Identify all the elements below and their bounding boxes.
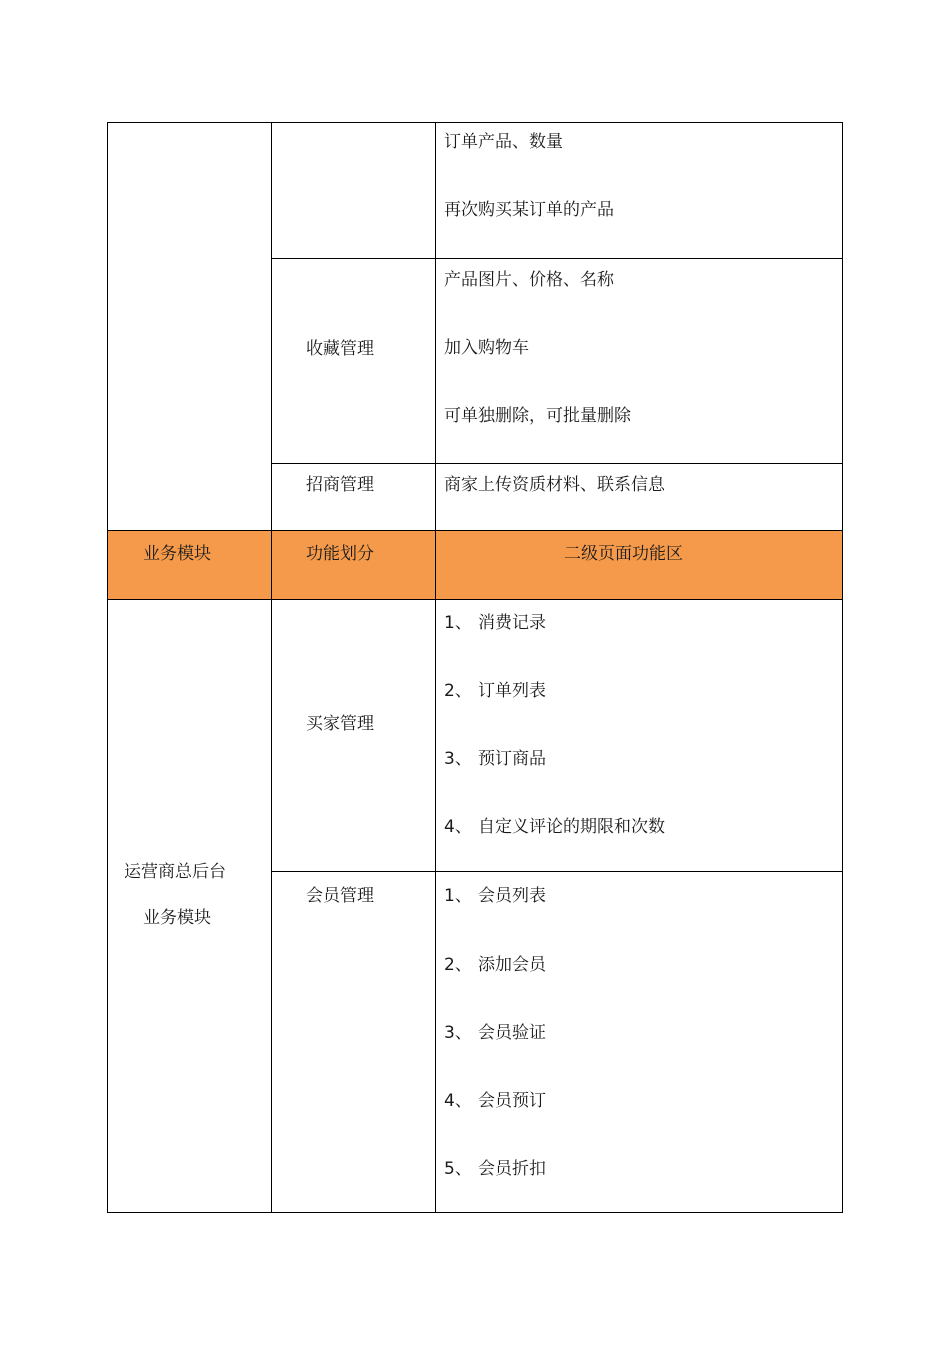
list-item xyxy=(444,680,546,702)
list-item-text: 会员预订 xyxy=(478,1091,546,1111)
list-item-text: 订单列表 xyxy=(478,681,546,701)
table-cell-item: 再次购买某订单的产品 xyxy=(444,200,614,220)
list-item xyxy=(444,748,546,770)
row-divider xyxy=(107,530,843,531)
list-item-text: 自定义评论的期限和次数 xyxy=(478,817,665,837)
list-item-text: 会员验证 xyxy=(478,1023,546,1043)
row-divider xyxy=(107,599,843,600)
table-border-right xyxy=(842,122,843,1213)
table-cell-item: 订单产品、数量 xyxy=(444,132,563,152)
header-module: 业务模块 xyxy=(143,544,211,564)
list-item-number: 2、 xyxy=(444,681,472,701)
row-divider xyxy=(271,258,843,259)
list-item-number: 3、 xyxy=(444,1023,472,1043)
table-cell-item: 可单独删除，可批量删除 xyxy=(444,406,631,426)
function-cell: 买家管理 xyxy=(306,714,374,734)
function-cell: 收藏管理 xyxy=(306,339,374,359)
table-border-bottom xyxy=(107,1212,843,1213)
list-item xyxy=(444,1022,546,1044)
list-item xyxy=(444,816,665,838)
list-item xyxy=(444,1158,546,1180)
list-item-text: 添加会员 xyxy=(478,955,546,975)
row-divider xyxy=(271,463,843,464)
list-item-number: 1、 xyxy=(444,613,472,633)
table-border-left xyxy=(107,122,108,1213)
list-item xyxy=(444,1090,546,1112)
table-cell-item: 加入购物车 xyxy=(444,338,529,358)
list-item-number: 4、 xyxy=(444,817,472,837)
list-item-number: 3、 xyxy=(444,749,472,769)
module-cell-line1: 运营商总后台 xyxy=(124,862,226,882)
function-cell: 招商管理 xyxy=(306,475,374,495)
list-item-text: 消费记录 xyxy=(478,613,546,633)
list-item-number: 1、 xyxy=(444,886,472,906)
list-item-number: 2、 xyxy=(444,955,472,975)
list-item-text: 会员列表 xyxy=(478,886,546,906)
list-item-text: 会员折扣 xyxy=(478,1159,546,1179)
list-item xyxy=(444,612,546,634)
list-item-number: 5、 xyxy=(444,1159,472,1179)
table-cell-item: 商家上传资质材料、联系信息 xyxy=(444,475,665,495)
function-cell: 会员管理 xyxy=(306,886,374,906)
list-item-text: 预订商品 xyxy=(478,749,546,769)
table-header-row xyxy=(108,531,842,600)
table-border-top xyxy=(107,122,843,123)
column-divider-2 xyxy=(435,122,436,1213)
list-item xyxy=(444,885,546,907)
module-cell-line2: 业务模块 xyxy=(143,908,211,928)
row-divider xyxy=(271,871,843,872)
table-cell-item: 产品图片、价格、名称 xyxy=(444,270,614,290)
column-divider-1 xyxy=(271,122,272,1213)
list-item-number: 4、 xyxy=(444,1091,472,1111)
list-item xyxy=(444,954,546,976)
header-function: 功能划分 xyxy=(306,544,374,564)
header-area: 二级页面功能区 xyxy=(564,544,683,564)
